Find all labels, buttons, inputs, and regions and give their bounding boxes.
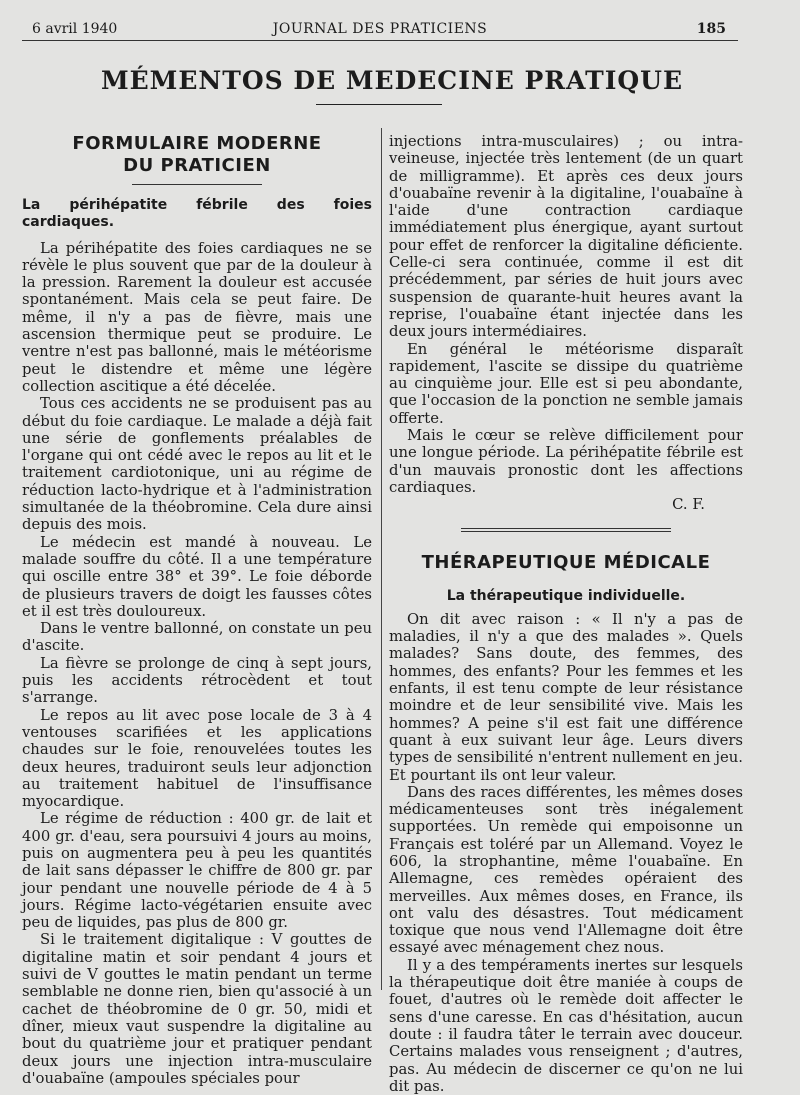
paragraph: Tous ces accidents ne se produisent pas au début du foie cardiaque. Le malade a déjà fait une série de gonflements préalables de l'organe qui ont cédé avec le repos au lit et le traitement cardiotonique, uni au régime de réduction lacto-hydrique et à l'administration simultanée de la théobromine. Cela dure ainsi depuis des mois. [22, 395, 372, 534]
title-rule [316, 104, 442, 105]
paragraph: Dans le ventre ballonné, on constate un peu d'ascite. [22, 620, 372, 655]
section-title: MÉMENTOS DE MEDECINE PRATIQUE [100, 66, 684, 95]
page-number: 185 [696, 21, 726, 37]
paragraph: Si le traitement digitalique : V gouttes de digitaline matin et soir pendant 4 jours et suivi de V gouttes le matin pendant un terme semblable ne donne rien, bien qu'associé à un cachet de théobromine de 0 gr. 50, midi et dîner, mieux vaut suspendre la digitaline au bout du quatrième jour et pratiquer pendant deux jours une injection intra-musculaire d'ouabaïne (ampoules spéciales pour [22, 931, 372, 1087]
article2-subheading: La thérapeutique individuelle. [446, 587, 686, 604]
paragraph: La fièvre se prolonge de cinq à sept jours, puis les accidents rétrocèdent et tout s'arrange. [22, 654, 372, 707]
article1-rule [132, 184, 262, 185]
paragraph: Mais le cœur se relève difficilement pour une longue période. La périhépatite fébrile est d'un mauvais pronostic dont les affections cardiaques. [389, 427, 743, 496]
journal-name: JOURNAL DES PRATICIENS [272, 21, 488, 37]
article1-subheading: La périhépatite fébrile des foies cardiaques. [22, 197, 372, 231]
paragraph: Il y a des tempéraments inertes sur lesquels la thérapeutique doit être maniée à coups de fouet, d'autres où le remède doit affecter le sens d'une caresse. En cas d'hésitation, aucun doute : il faudra tâter le terrain avec douceur. Certains malades vous renseignent ; d'autres, pas. Au médecin de discerner ce qu'on ne lui dit pas. [389, 956, 743, 1095]
left-column [22, 133, 372, 1087]
paragraph: Dans des races différentes, les mêmes doses médicamenteuses sont très inégalement supportées. Un remède qui empoisonne un Français est toléré par un Allemand. Voyez le 606, la strophantine, même l'ouabaïne. En Allemagne, ces remèdes opéraient des merveilles. Aux mêmes doses, en France, ils ont valu des désastres. Tout médicament toxique que nous vend l'Allemagne doit être essayé avec ménagement chez nous. [389, 783, 743, 957]
paragraph: La périhépatite des foies cardiaques ne se révèle le plus souvent que par de la douleur à la pression. Rarement la douleur est accusée spontanément. Mais cela se peut faire. De même, il n'y a pas de fièvre, mais une ascension thermique peut se produire. Le ventre n'est pas ballonné, mais le météorisme peut le distendre et même une légère collection ascitique a été décelée. [22, 239, 372, 395]
article1-signature: C. F. [672, 496, 705, 514]
column-divider [381, 128, 382, 990]
paragraph-continued: injections intra-musculaires) ; ou intra-veineuse, injectée très lentement (de un quart de milligramme). Et après ces deux jours d'ouabaïne revenir à la digitaline, l'ouabaïne à l'aide d'une contraction cardiaque immédiatement plus énergique, ayant surtout pour effet de renforcer la digitaline déficiente. Celle-ci sera continuée, comme il est dit précédemment, par séries de huit jours avec suspension de quarante-huit heures avant la reprise, l'ouabaïne étant injectée dans les deux jours intermédiaires. [389, 133, 743, 341]
article1-heading-line1: FORMULAIRE MODERNE [72, 133, 322, 154]
issue-date: 6 avril 1940 [32, 21, 118, 37]
right-column [389, 133, 743, 1095]
paragraph: On dit avec raison : « Il n'y a pas de maladies, il n'y a que des malades ». Quels malades? Sans doute, des femmes, des hommes, des enfants? Pour les femmes et les enfants, il est tenu compte de leur résistance moindre et de leur sensibilité vive. Mais les hommes? A peine s'il est fait une différence quant à eux suivant leur âge. Leurs divers types de sensibilité n'entrent nullement en jeu. Et pourtant ils ont leur valeur. [389, 610, 743, 784]
paragraph: En général le météorisme disparaît rapidement, l'ascite se dissipe du quatrième au cinquième jour. Elle est si peu abondante, que l'occasion de la ponction ne semble jamais offerte. [389, 340, 743, 427]
paragraph: Le repos au lit avec pose locale de 3 à 4 ventouses scarifiées et les applications chaudes sur le foie, renouvelées toutes les deux heures, traduiront seuls leur adjonction au traitement habituel de l'insuffisance myocardique. [22, 706, 372, 811]
article1-heading [22, 133, 372, 177]
section-separator [461, 528, 671, 532]
paragraph: Le médecin est mandé à nouveau. Le malade souffre du côté. Il a une température qui oscille entre 38° et 39°. Le foie déborde de plusieurs travers de doigt les fausses côtes et il est très douloureux. [22, 533, 372, 620]
paragraph: Le régime de réduction : 400 gr. de lait et 400 gr. d'eau, sera poursuivi 4 jours au moins, puis on augmentera peu à peu les quantités de lait sans dépasser le chiffre de 800 gr. par jour pendant une nouvelle période de 4 à 5 jours. Régime lacto-végétarien ensuite avec peu de liquides, pas plus de 800 gr. [22, 810, 372, 932]
running-head [22, 18, 738, 41]
article1-heading-line2: DU PRATICIEN [123, 155, 271, 176]
article2-heading: THÉRAPEUTIQUE MÉDICALE [421, 551, 711, 573]
